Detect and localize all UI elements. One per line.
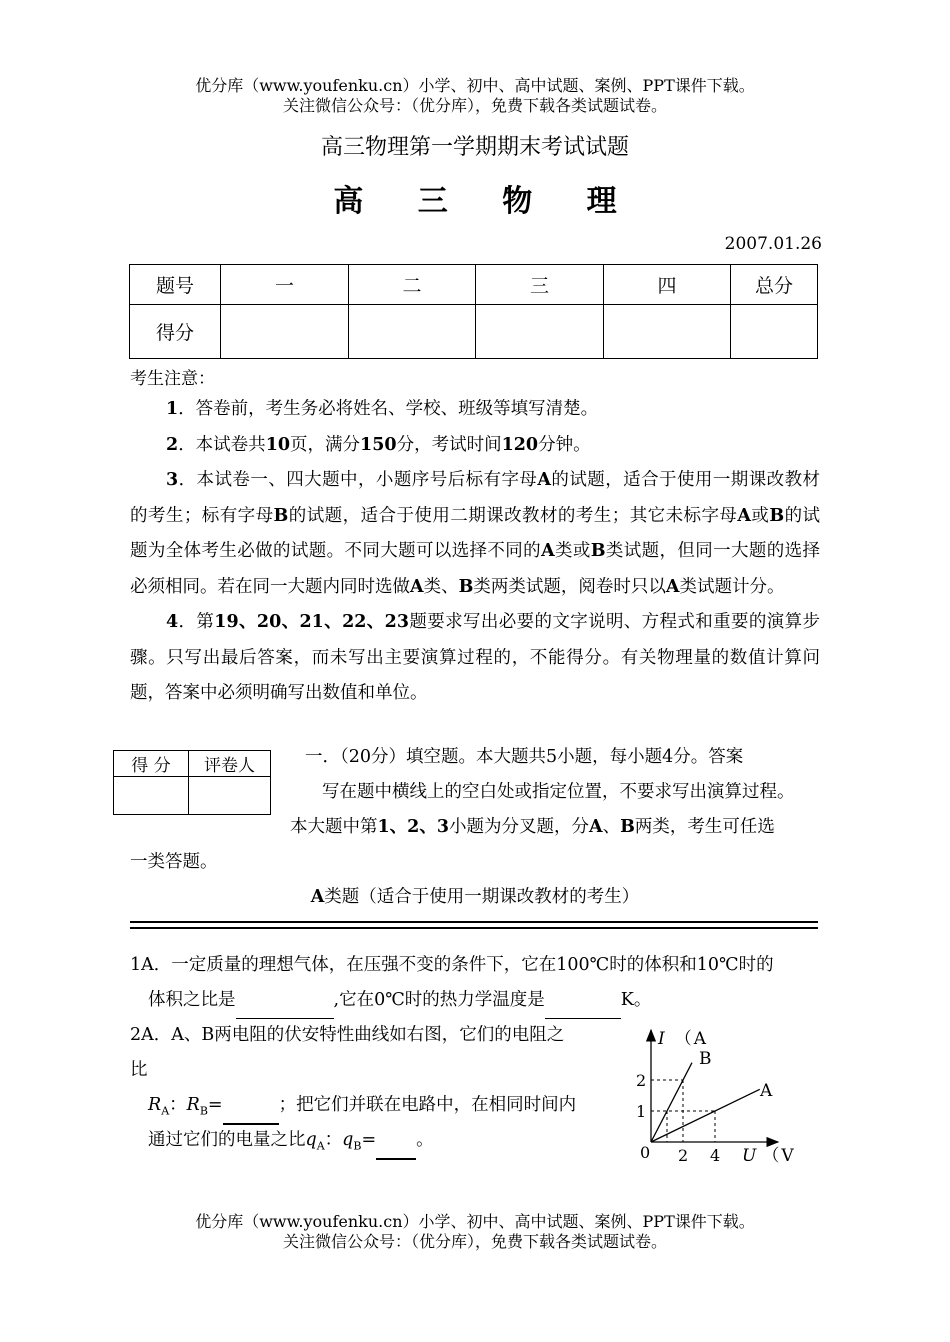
exam-date: 2007.01.26 [724, 234, 822, 254]
exam-title: 高 三 物 理 [333, 184, 639, 219]
score-cell [476, 305, 604, 359]
series-label-A: A [760, 1081, 773, 1101]
notes-heading: 考生注意： [130, 369, 215, 389]
y-axis-label: I （ A [658, 1029, 706, 1049]
grader-name-cell [189, 777, 271, 815]
grader-score-cell [114, 777, 189, 815]
site-footer-line2: 关注微信公众号：（优分库），免费下载各类试题试卷。 [282, 1232, 667, 1251]
q1-line1: 1A．一定质量的理想气体，在压强不变的条件下，它在100℃时的体积和10℃时的 [130, 955, 774, 975]
q1-line2: 体积之比是 ,它在0℃时的热力学温度是 K。 [148, 983, 651, 1019]
score-cell [731, 305, 818, 359]
x-tick-label: 2 [678, 1146, 689, 1165]
note-2: 2．本试卷共10页，满分150分，考试时间120分钟。 [166, 434, 591, 455]
exam-subtitle: 高三物理第一学期期末考试试题 [320, 135, 629, 160]
x-tick-label: 4 [710, 1146, 721, 1165]
site-header-line2: 关注微信公众号：（优分库），免费下载各类试题试卷。 [282, 96, 667, 115]
y-tick-label: 2 [636, 1071, 647, 1090]
site-footer-line1: 优分库（www.youfenku.cn）小学、初中、高中试题、案例、PPT课件下载。 [195, 1212, 755, 1231]
note-4: 4．第19、20、21、22、23题要求写出必要的文字说明、方程式和重要的演算步骤。只写出最后答案，而未写出主要演算过程的，不能得分。有关物理量的数值计算问题，答案中必须明确写出数值和单位。 [130, 612, 821, 703]
iu-chart [620, 1020, 820, 1170]
score-row-label: 得分 [130, 305, 221, 359]
score-header-cell: 四 [604, 265, 731, 305]
y-tick-label: 1 [636, 1102, 647, 1121]
score-header-cell: 二 [349, 265, 476, 305]
answer-blank[interactable] [376, 1123, 416, 1160]
series-line-A [651, 1089, 760, 1142]
score-cell [221, 305, 349, 359]
site-header-line1: 优分库（www.youfenku.cn）小学、初中、高中试题、案例、PPT课件下载。 [195, 76, 755, 95]
origin-label: 0 [640, 1143, 651, 1162]
series-line-B [651, 1063, 692, 1142]
score-cell [349, 305, 476, 359]
score-header-cell: 题号 [130, 265, 221, 305]
q2-line4: 通过它们的电量之比$q_A$：$q_B=$ 。 [148, 1123, 434, 1164]
score-header-cell: 一 [221, 265, 349, 305]
score-table [129, 264, 818, 359]
score-cell [604, 305, 731, 359]
q2-line3: $R_A$：$R_B=$ ；把它们并联在电路中，在相同时间内 [148, 1088, 576, 1129]
note-3: 3．本试卷一、四大题中，小题序号后标有字母A的试题，适合于使用一期课改教材的考生；标有字母B的试题，适合于使用二期课改教材的考生；其它未标字母A或B的试题为全体考生必做的试题。不同大题可以选择不同的A类或B类试题，但同一大题的选择必须相同。若在同一大题内同时选做A类、B类两类试题，阅卷时只以A类试题计分。 [130, 470, 821, 597]
section1-line4: 一类答题。 [130, 852, 218, 872]
x-axis-label: U （ V [742, 1146, 794, 1166]
section1-line1: 一．（20分）填空题。本大题共5小题，每小题4分。答案 [305, 747, 744, 767]
series-label-B: B [699, 1049, 712, 1069]
answer-blank[interactable] [223, 1088, 279, 1125]
section1-line2: 写在题中横线上的空白处或指定位置，不要求写出演算过程。 [322, 782, 795, 802]
grader-name-label: 评卷人 [189, 751, 271, 777]
section-divider [130, 921, 818, 929]
answer-blank[interactable] [236, 983, 334, 1019]
q2-line1: 2A．A、B两电阻的伏安特性曲线如右图，它们的电阻之 [130, 1025, 565, 1045]
section1-line3: 本大题中第1、2、3小题为分叉题，分A、B两类，考生可任选 [290, 817, 775, 837]
grader-score-label: 得 分 [114, 751, 189, 777]
answer-blank[interactable] [545, 983, 621, 1019]
typeA-heading: A类题（适合于使用一期课改教材的考生） [310, 887, 640, 907]
q2-line2: 比 [130, 1060, 148, 1080]
notes-body [130, 392, 820, 712]
note-1: 1．答卷前，考生务必将姓名、学校、班级等填写清楚。 [166, 399, 599, 419]
score-header-cell: 总分 [731, 265, 818, 305]
grader-table [113, 750, 271, 815]
score-header-cell: 三 [476, 265, 604, 305]
